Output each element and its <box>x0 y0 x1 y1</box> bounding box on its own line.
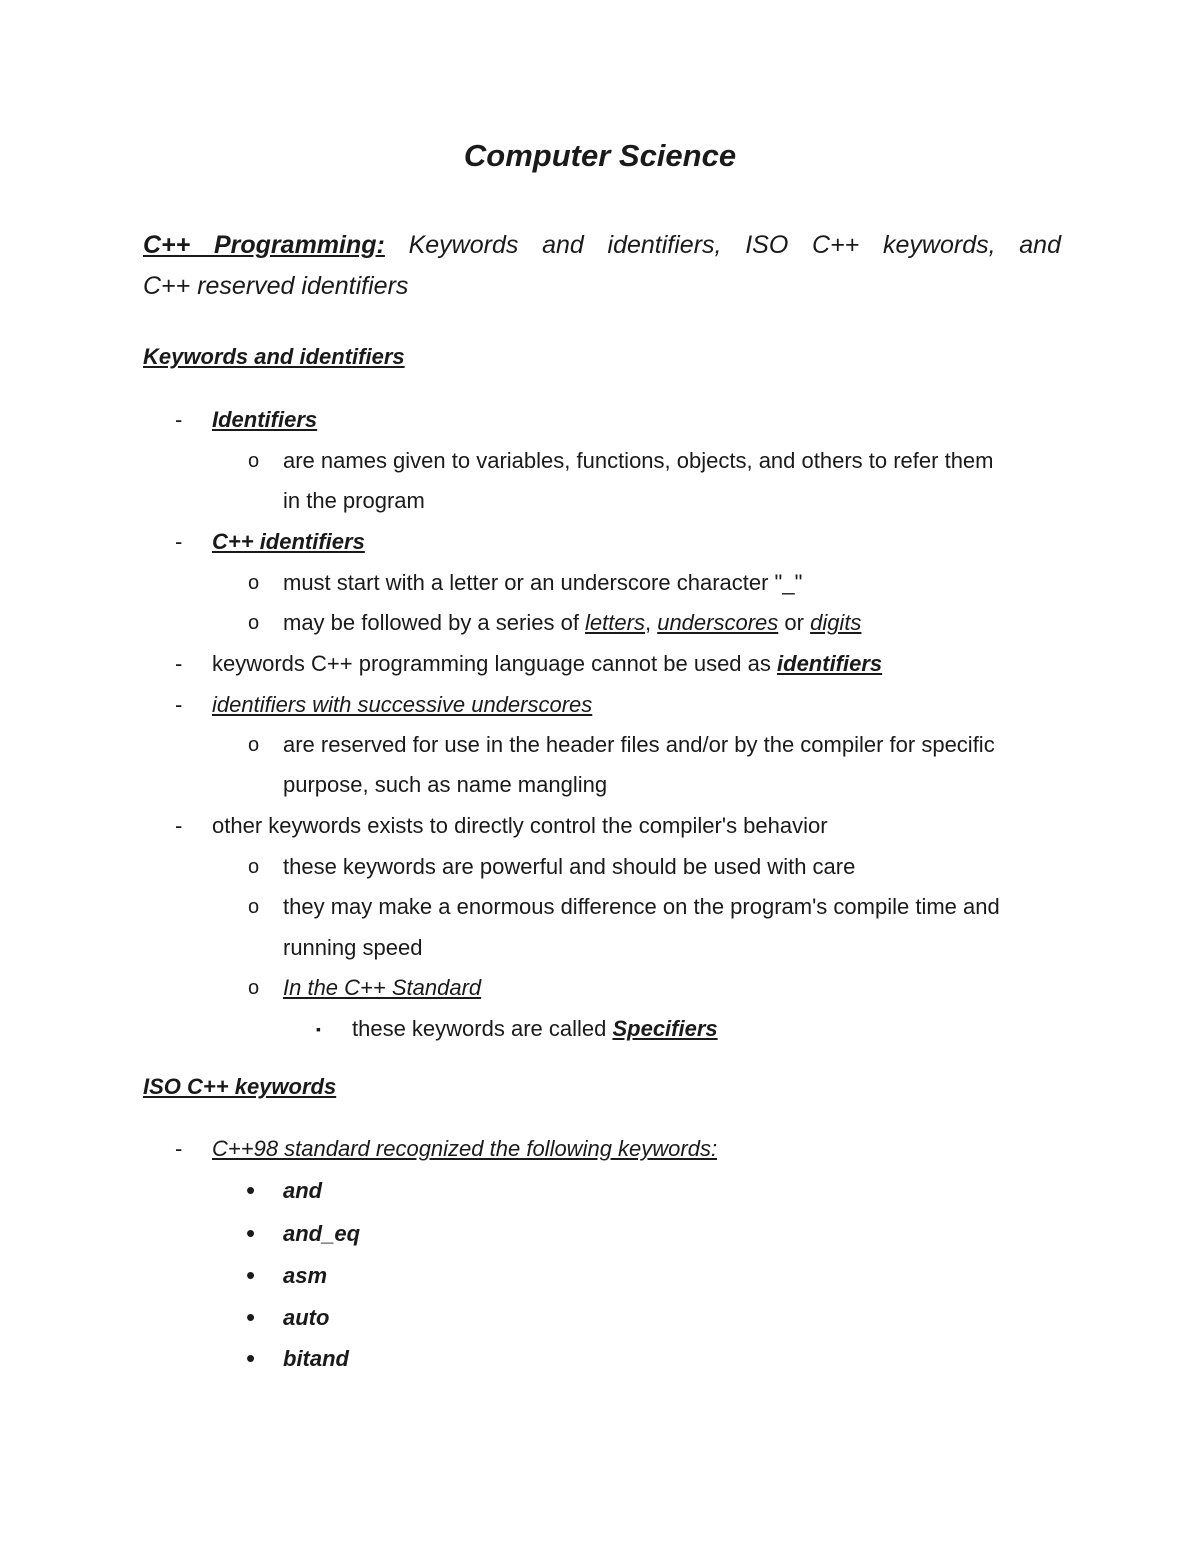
keyword-item: bitand <box>283 1346 349 1371</box>
rule2-underscores: underscores <box>657 610 779 635</box>
subject-text-line2: C++ reserved identifiers <box>143 272 409 300</box>
keyword-item: and <box>283 1178 323 1203</box>
successive-desc-line2: purpose, such as name mangling <box>283 772 608 797</box>
rule2-digits: digits <box>810 610 862 635</box>
successive-desc-line1: are reserved for use in the header files and/or by the compiler for specific <box>283 732 995 757</box>
circle-bullet: o <box>248 450 260 472</box>
dash-bullet: - <box>175 1136 183 1161</box>
keyword-item: auto <box>283 1305 330 1330</box>
rule2-prefix: may be followed by a series of <box>283 610 586 635</box>
disc-bullet: • <box>246 1175 256 1205</box>
standard-label: In the C++ Standard <box>283 975 482 1000</box>
disc-bullet: • <box>246 1260 256 1290</box>
circle-bullet: o <box>248 612 260 634</box>
subject-text-line1: Keywords and identifiers, ISO C++ keywords, and <box>408 231 1061 259</box>
identifier-rule-1: must start with a letter or an underscore character "_" <box>283 570 803 595</box>
identifier-rule-2 <box>283 608 861 638</box>
rule2-comma: , <box>644 610 658 635</box>
disc-bullet: • <box>246 1343 256 1373</box>
subject-line <box>143 222 1061 268</box>
other-sub-2-line2: running speed <box>283 935 423 960</box>
dash-bullet: - <box>175 529 183 554</box>
circle-bullet: o <box>248 856 260 878</box>
circle-bullet: o <box>248 896 260 918</box>
square-bullet: ▪ <box>316 1021 321 1037</box>
other-sub-2-line1: they may make a enormous difference on the program's compile time and <box>283 894 1000 919</box>
section-heading-keywords-identifiers: Keywords and identifiers <box>143 344 405 369</box>
other-keywords: other keywords exists to directly control the compiler's behavior <box>212 813 828 838</box>
other-sub-1: these keywords are powerful and should be used with care <box>283 854 856 879</box>
identifiers-label: Identifiers <box>212 407 318 432</box>
dash-bullet: - <box>175 813 183 838</box>
disc-bullet: • <box>246 1302 256 1332</box>
successive-underscores-label: identifiers with successive underscores <box>212 692 593 717</box>
rule2-or: or <box>778 610 811 635</box>
page-title: Computer Science <box>463 138 737 173</box>
specifiers-emph: Specifiers <box>612 1016 718 1041</box>
dash-bullet: - <box>175 407 183 432</box>
circle-bullet: o <box>248 977 260 999</box>
circle-bullet: o <box>248 734 260 756</box>
specifiers-prefix: these keywords are called <box>352 1016 613 1041</box>
cpp98-intro: C++98 standard recognized the following keywords: <box>212 1136 718 1161</box>
specifiers-line <box>352 1014 718 1044</box>
keyword-item: asm <box>283 1263 328 1288</box>
keywords-note-emph: identifiers <box>777 651 883 676</box>
section-heading-iso-keywords: ISO C++ keywords <box>143 1074 337 1099</box>
keyword-item: and_eq <box>283 1221 361 1246</box>
subject-label: C++ Programming: <box>143 231 385 259</box>
dash-bullet: - <box>175 651 183 676</box>
dash-bullet: - <box>175 692 183 717</box>
keywords-note-prefix: keywords C++ programming language cannot be used as <box>212 651 778 676</box>
identifiers-desc-line2: in the program <box>283 488 425 513</box>
rule2-letters: letters <box>585 610 645 635</box>
disc-bullet: • <box>246 1218 256 1248</box>
circle-bullet: o <box>248 572 260 594</box>
identifiers-desc-line1: are names given to variables, functions, objects, and others to refer them <box>283 448 994 473</box>
cpp-identifiers-label: C++ identifiers <box>212 529 365 554</box>
keywords-note <box>212 649 882 679</box>
